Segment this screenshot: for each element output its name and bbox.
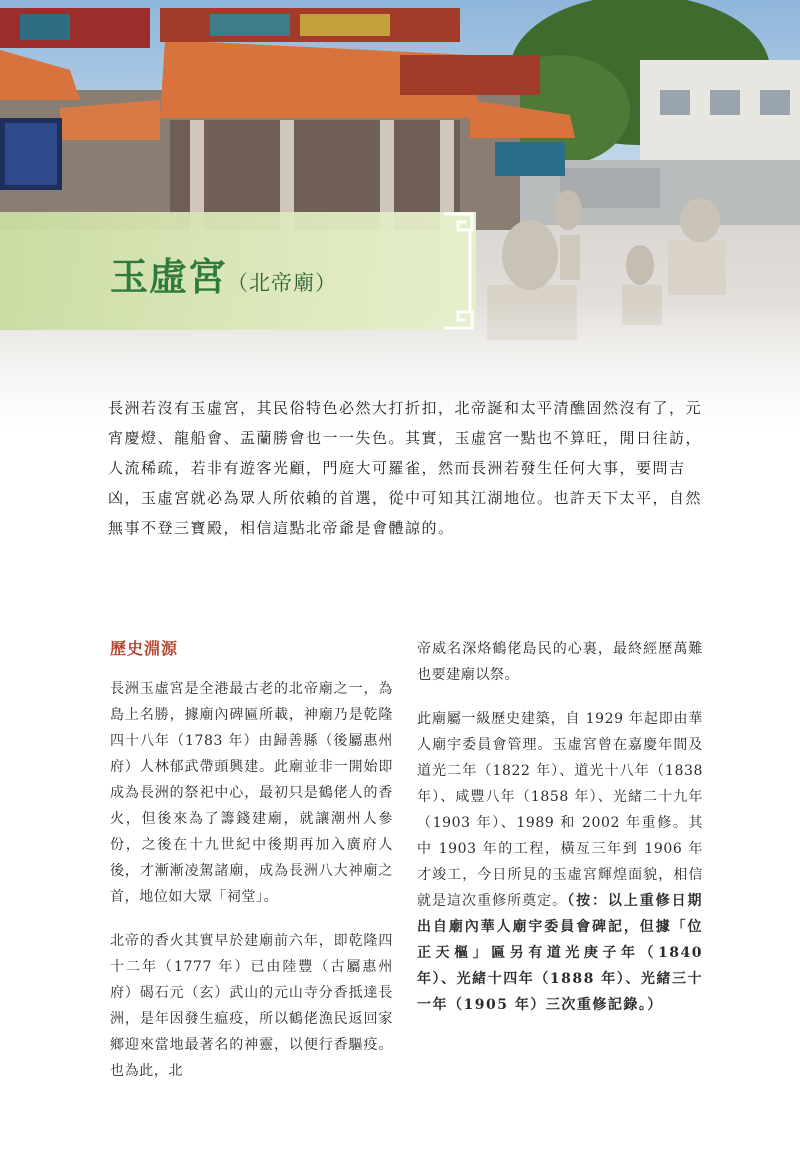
title-subtitle: （北帝廟） xyxy=(227,271,338,295)
history-paragraph-2: 北帝的香火其實早於建廟前六年，即乾隆四十二年（1777 年）已由陸豐（古屬惠州府）碣石元（玄）武山的元山寺分香抵達長洲，是年因發生瘟疫，所以鶴佬漁民返回家鄉迎來當地最著名的神靈，以便行香驅疫。也為此，北 xyxy=(110,933,393,1079)
section-heading: 歷史淵源 xyxy=(110,639,179,658)
title-main: 玉虛宮 xyxy=(110,254,228,299)
right-column xyxy=(417,636,703,1036)
page-title xyxy=(110,246,337,301)
history-paragraph-4 xyxy=(417,706,703,1018)
fret-corner-ornament-icon xyxy=(440,212,476,330)
restoration-note: （按：以上重修日期出自廟內華人廟宇委員會碑記，但據「位正天樞」匾另有道光庚子年（1840 年）、光緒十四年（1888 年）、光緒三十一年（1905 年）三次重修記錄。） xyxy=(417,893,704,1013)
restoration-text: 此廟屬一級歷史建築，自 1929 年起即由華人廟宇委員會管理。玉虛宮曾在嘉慶年間及道光二年（1822 年）、道光十八年（1838 年）、咸豐八年（1858 年）、光緒二十九年（1903 年）、1989 和 2002 年重修。其中 1903 年的工程，橫亙三年到 1906 年才竣工，今日所見的玉虛宮輝煌面貌，相信就是這次重修所奠定。 xyxy=(417,711,703,909)
left-column xyxy=(110,636,393,1102)
history-paragraph-1: 長洲玉虛宮是全港最古老的北帝廟之一，為島上名勝，據廟內碑匾所載，神廟乃是乾隆四十八年（1783 年）由歸善縣（後屬惠州府）人林郁武帶頭興建。此廟並非一開始即成為長洲的祭祀中心，最初只是鶴佬人的香火，但後來為了籌錢建廟，就讓潮州人參份，之後在十九世紀中後期再加入廣府人後，才漸漸凌駕諸廟，成為長洲八大神廟之首，地位如大眾「祠堂」。 xyxy=(110,681,393,905)
history-paragraph-3: 帝威名深烙鶴佬島民的心裏，最終經歷萬難也要建廟以祭。 xyxy=(417,641,703,683)
intro-paragraph: 長洲若沒有玉虛宮，其民俗特色必然大打折扣，北帝誕和太平清醮固然沒有了，元宵慶燈、龍船會、盂蘭勝會也一一失色。其實，玉虛宮一點也不算旺，閒日往訪，人流稀疏，若非有遊客光顧，門庭大可羅雀，然而長洲若發生任何大事，要問吉凶，玉虛宮就必為眾人所依賴的首選，從中可知其江湖地位。也許天下太平，自然無事不登三寶殿，相信這點北帝爺是會體諒的。 xyxy=(108,399,703,537)
